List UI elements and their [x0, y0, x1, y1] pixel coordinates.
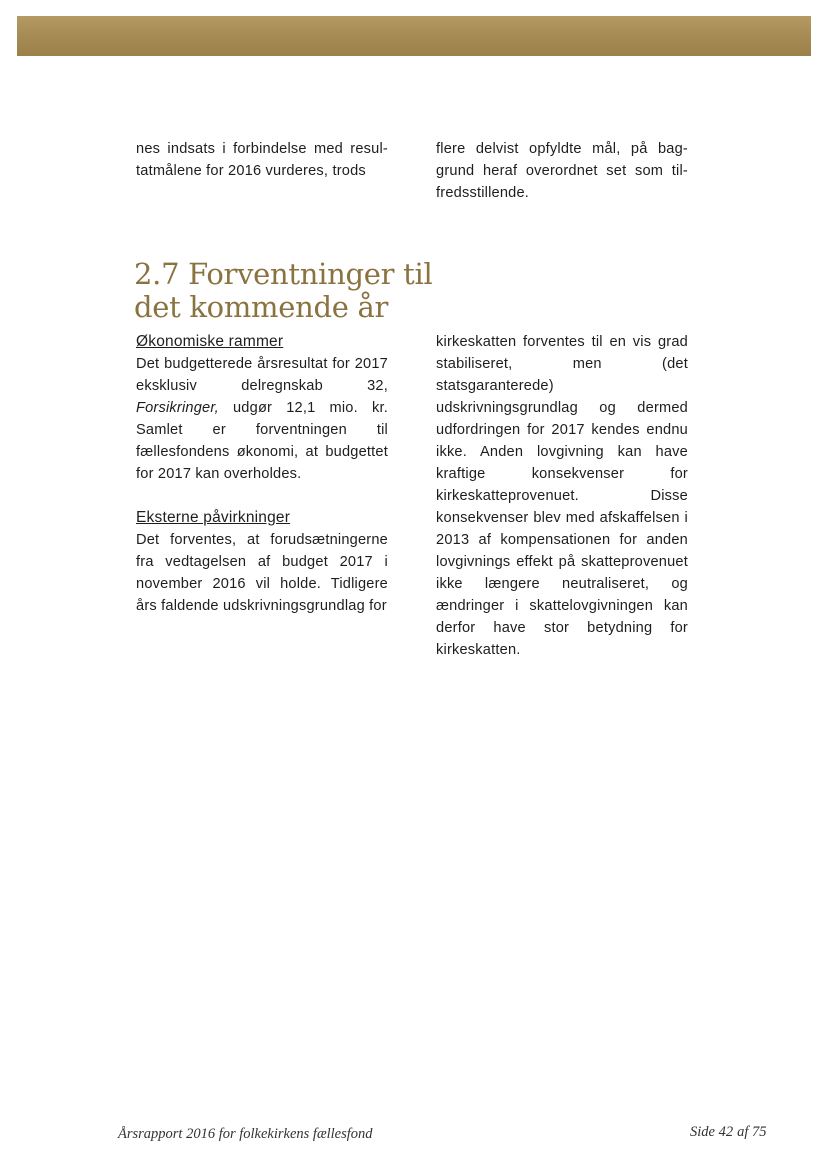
paragraph-eksterne-pavirkninger: Det forventes, at forudsætningerne fra vedtagelsen af budget 2017 i november 2016 vil holde. Tidligere års faldende udskrivningsgrundlag for [136, 532, 388, 614]
footer-report-title: Årsrapport 2016 for folkekirkens fællesfond [118, 1126, 373, 1142]
paragraph-kirkeskatten: kirkeskatten forventes til en vis grad stabiliseret, men (det statsgaranterede) udskrivningsgrundlag og dermed udfordringen for 2017 kendes endnu ikke. Anden lovgivning kan have kraftige konsekvenser for kirkeskatteprovenuet. Disse konsekvenser blev med afskaffelsen i 2013 af kompensationen for anden lovgivnings effekt på skatteprovenuet ikke længere neutraliseret, og ændringer i skattelovgivningen kan derfor have stor betydning for kirkeskatten. [436, 334, 688, 658]
text-segment: udgør 12,1 mio. kr. Samlet er forventningen til fællesfondens økonomi, at budgettet for 2017 kan overholdes. [136, 400, 388, 482]
page-suffix: af 75 [737, 1124, 767, 1140]
subheading-okonomiske-rammer: Økonomiske rammer [136, 333, 284, 350]
section-heading: 2.7 Forventninger til det kommende år [134, 257, 433, 324]
subheading-eksterne-pavirkninger: Eksterne påvirkninger [136, 509, 291, 526]
continuation-text-right [436, 138, 688, 204]
page-number [690, 1124, 767, 1141]
page-prefix: Side 42 [690, 1124, 734, 1140]
continuation-text-left [136, 138, 388, 182]
text-segment: Det budgetterede årsresultat for 2017 eksklusiv delregnskab 32, [136, 356, 388, 394]
paragraph: flere delvist opfyldte mål, på bag-grund heraf overordnet set som til-fredsstillende. [436, 141, 688, 201]
right-column [436, 331, 688, 661]
italic-term: Forsikringer, [136, 400, 219, 416]
left-column [136, 331, 388, 617]
header-band [17, 16, 811, 56]
paragraph: nes indsats i forbindelse med resul-tatmålene for 2016 vurderes, trods [136, 141, 388, 179]
paragraph-okonomiske-rammer [136, 353, 388, 485]
